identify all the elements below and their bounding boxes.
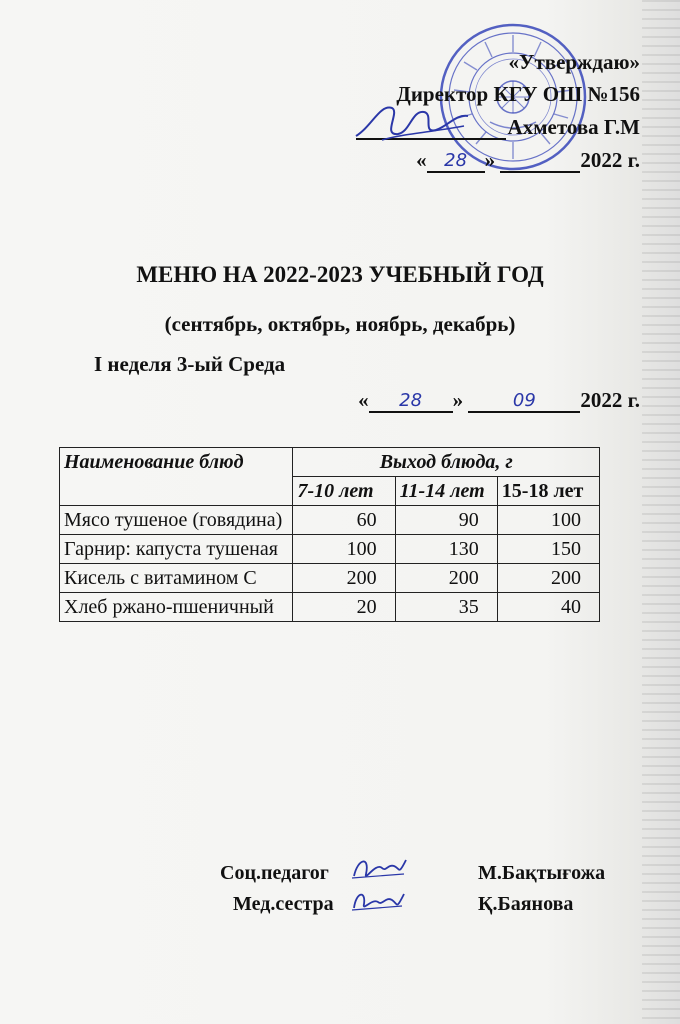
approval-day-handwritten: 28 xyxy=(444,150,468,171)
menu-day-blank xyxy=(369,391,453,413)
portion-15-18: 200 xyxy=(497,564,599,593)
approval-date xyxy=(416,148,640,173)
social-pedagogue-role: Соц.педагог xyxy=(220,862,329,884)
menu-date xyxy=(358,388,640,413)
date-quote-close: » xyxy=(484,148,496,172)
nurse-role: Мед.сестра xyxy=(233,893,334,915)
menu-table xyxy=(59,447,600,622)
portion-7-10: 100 xyxy=(293,535,395,564)
date-quote-open: « xyxy=(358,388,369,412)
dish-name: Хлеб ржано-пшеничный xyxy=(60,593,293,622)
dish-name: Кисель с витамином С xyxy=(60,564,293,593)
nurse-signature xyxy=(350,886,406,916)
menu-week-day: I неделя 3-ый Среда xyxy=(94,352,286,376)
header-age-11-14: 11-14 лет xyxy=(395,477,497,506)
table-row xyxy=(60,593,600,622)
portion-15-18: 150 xyxy=(497,535,599,564)
social-pedagogue-name: М.Бақтығожа xyxy=(478,862,606,884)
nurse-name: Қ.Баянова xyxy=(478,893,574,915)
header-age-7-10: 7-10 лет xyxy=(293,477,395,506)
menu-month-handwritten: 09 xyxy=(512,390,536,411)
approval-month-blank xyxy=(500,151,580,173)
portion-11-14: 200 xyxy=(395,564,497,593)
portion-7-10: 60 xyxy=(293,506,395,535)
approval-year: 2022 г. xyxy=(580,148,640,172)
menu-title: МЕНЮ НА 2022-2023 УЧЕБНЫЙ ГОД xyxy=(136,262,544,287)
header-portion-group: Выход блюда, г xyxy=(293,448,600,477)
approval-director: Директор КГУ ОШ №156 xyxy=(396,82,640,106)
portion-7-10: 200 xyxy=(293,564,395,593)
director-signature xyxy=(352,96,472,144)
portion-7-10: 20 xyxy=(293,593,395,622)
portion-15-18: 40 xyxy=(497,593,599,622)
social-pedagogue-signature xyxy=(350,852,408,884)
menu-month-blank xyxy=(468,391,580,413)
menu-subtitle: (сентябрь, октябрь, ноябрь, декабрь) xyxy=(164,312,516,336)
table-row xyxy=(60,535,600,564)
table-header-row xyxy=(60,448,600,477)
approval-heading: «Утверждаю» xyxy=(508,50,640,74)
portion-11-14: 90 xyxy=(395,506,497,535)
menu-year: 2022 г. xyxy=(580,388,640,412)
header-dish-name: Наименование блюд xyxy=(60,448,293,506)
menu-day-handwritten: 28 xyxy=(399,390,423,411)
date-quote-open: « xyxy=(416,148,427,172)
dish-name: Мясо тушеное (говядина) xyxy=(60,506,293,535)
director-name: Ахметова Г.М xyxy=(507,115,640,139)
portion-11-14: 35 xyxy=(395,593,497,622)
scan-edge xyxy=(642,0,680,1024)
date-quote-close: » xyxy=(452,388,464,412)
dish-name: Гарнир: капуста тушеная xyxy=(60,535,293,564)
table-row xyxy=(60,506,600,535)
portion-15-18: 100 xyxy=(497,506,599,535)
table-row xyxy=(60,564,600,593)
portion-11-14: 130 xyxy=(395,535,497,564)
header-age-15-18: 15-18 лет xyxy=(497,477,599,506)
approval-day-blank xyxy=(427,151,485,173)
